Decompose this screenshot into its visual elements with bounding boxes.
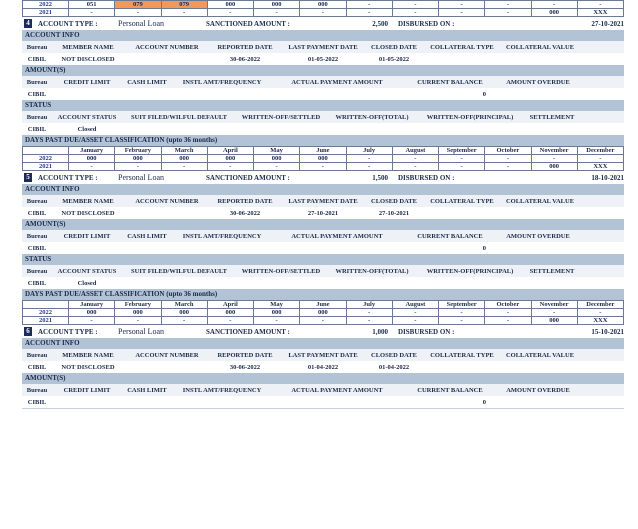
column-header: MEMBER NAME bbox=[62, 351, 114, 359]
dpd-cell: - bbox=[69, 163, 115, 171]
dpd-cell: - bbox=[161, 9, 207, 17]
column-header: COLLATERAL TYPE bbox=[430, 43, 494, 51]
status-value-row bbox=[22, 277, 624, 289]
month-header: December bbox=[577, 301, 623, 309]
column-header: MEMBER NAME bbox=[62, 197, 114, 205]
dpd-cell: - bbox=[439, 155, 485, 163]
dpd-cell: - bbox=[115, 317, 161, 325]
account-number-badge: 4 bbox=[24, 19, 32, 28]
column-header: Bureau bbox=[26, 386, 48, 394]
account-type-label: ACCOUNT TYPE : bbox=[38, 327, 98, 336]
info-value-row bbox=[22, 53, 624, 65]
bureau-value: CIBIL bbox=[27, 244, 47, 252]
bureau-value: CIBIL bbox=[27, 55, 47, 63]
dpd-cell: - bbox=[392, 317, 438, 325]
amount-value-row bbox=[22, 242, 624, 254]
dpd-cell: - bbox=[392, 163, 438, 171]
dpd-cell: - bbox=[439, 9, 485, 17]
dpd-cell: 000 bbox=[115, 309, 161, 317]
dpd-cell: - bbox=[115, 163, 161, 171]
dpd-cell: XXX bbox=[577, 317, 623, 325]
column-header: Bureau bbox=[26, 197, 48, 205]
column-header: SUIT FILED/WILFUL DEFAULT bbox=[131, 113, 227, 121]
column-header: Bureau bbox=[26, 351, 48, 359]
column-header: WRITTEN-OFF/SETTLED bbox=[241, 113, 321, 121]
last-payment-date-value: 01-05-2022 bbox=[307, 55, 339, 63]
month-header: April bbox=[207, 301, 253, 309]
dpd-cell: - bbox=[531, 1, 577, 9]
account-number-badge: 5 bbox=[24, 173, 32, 182]
column-header: ACCOUNT NUMBER bbox=[135, 43, 199, 51]
last-payment-date-value: 01-04-2022 bbox=[307, 363, 339, 371]
current-balance-value: 0 bbox=[482, 244, 486, 252]
account-header bbox=[22, 171, 624, 184]
sanctioned-amount-value: 2,500 bbox=[372, 19, 388, 28]
table-row bbox=[23, 9, 624, 17]
column-header: CURRENT BALANCE bbox=[417, 386, 483, 394]
dpd-cell: 000 bbox=[300, 1, 346, 9]
member-name-value: NOT DISCLOSED bbox=[61, 55, 115, 63]
column-header: Bureau bbox=[26, 78, 48, 86]
month-header: March bbox=[161, 301, 207, 309]
closed-date-value: 01-05-2022 bbox=[378, 55, 410, 63]
dpd-cell: 000 bbox=[531, 317, 577, 325]
bureau-value: CIBIL bbox=[27, 209, 47, 217]
account-type-label: ACCOUNT TYPE : bbox=[38, 173, 98, 182]
month-header: June bbox=[300, 301, 346, 309]
amount-header-row bbox=[22, 384, 624, 396]
disbursed-on-label: DISBURSED ON : bbox=[398, 327, 455, 336]
account-number-badge: 6 bbox=[24, 327, 32, 336]
status-header-row bbox=[22, 265, 624, 277]
dpd-cell: 000 bbox=[531, 163, 577, 171]
section-header: DAYS PAST DUE/ASSET CLASSIFICATION (upto 36 months) bbox=[22, 135, 624, 146]
column-header: COLLATERAL TYPE bbox=[430, 197, 494, 205]
dpd-cell: - bbox=[207, 9, 253, 17]
bureau-value: CIBIL bbox=[27, 363, 47, 371]
sanctioned-amount-value: 1,000 bbox=[372, 327, 388, 336]
dpd-cell: - bbox=[577, 1, 623, 9]
dpd-cell: - bbox=[531, 309, 577, 317]
column-header: ACTUAL PAYMENT AMOUNT bbox=[291, 232, 383, 240]
column-header: CASH LIMIT bbox=[127, 386, 167, 394]
dpd-cell: - bbox=[439, 317, 485, 325]
closed-date-value: 27-10-2021 bbox=[378, 209, 410, 217]
dpd-cell: - bbox=[485, 309, 531, 317]
dpd-cell: - bbox=[485, 1, 531, 9]
section-header: ACCOUNT INFO bbox=[22, 338, 624, 349]
column-header: REPORTED DATE bbox=[217, 197, 273, 205]
column-header: LAST PAYMENT DATE bbox=[288, 351, 358, 359]
column-header: REPORTED DATE bbox=[217, 351, 273, 359]
dpd-table-top bbox=[22, 0, 624, 17]
dpd-cell: 051 bbox=[69, 1, 115, 9]
divider bbox=[22, 408, 624, 409]
bureau-value: CIBIL bbox=[27, 125, 47, 133]
month-header: August bbox=[392, 301, 438, 309]
column-header: COLLATERAL VALUE bbox=[505, 43, 575, 51]
dpd-cell: - bbox=[346, 9, 392, 17]
column-header: Bureau bbox=[26, 232, 48, 240]
dpd-cell: - bbox=[207, 317, 253, 325]
amount-value-row bbox=[22, 396, 624, 408]
account-header bbox=[22, 325, 624, 338]
dpd-cell: XXX bbox=[577, 163, 623, 171]
dpd-cell: - bbox=[577, 309, 623, 317]
dpd-cell: - bbox=[439, 309, 485, 317]
dpd-cell: - bbox=[161, 317, 207, 325]
section-header: AMOUNT(S) bbox=[22, 373, 624, 384]
column-header: COLLATERAL VALUE bbox=[505, 351, 575, 359]
amount-value-row bbox=[22, 88, 624, 100]
member-name-value: NOT DISCLOSED bbox=[61, 209, 115, 217]
column-header: CURRENT BALANCE bbox=[417, 232, 483, 240]
column-header: LAST PAYMENT DATE bbox=[288, 43, 358, 51]
month-header: June bbox=[300, 147, 346, 155]
dpd-cell: - bbox=[577, 155, 623, 163]
column-header: WRITTEN-OFF(TOTAL) bbox=[335, 267, 409, 275]
column-header: REPORTED DATE bbox=[217, 43, 273, 51]
reported-date-value: 30-06-2022 bbox=[229, 55, 261, 63]
dpd-cell: - bbox=[485, 163, 531, 171]
column-header: INSTL AMT/FREQUENCY bbox=[182, 386, 262, 394]
section-header: STATUS bbox=[22, 254, 624, 265]
column-header: ACCOUNT STATUS bbox=[57, 267, 117, 275]
dpd-table bbox=[22, 300, 624, 325]
dpd-cell: - bbox=[485, 317, 531, 325]
current-balance-value: 0 bbox=[482, 90, 486, 98]
sanctioned-amount-label: SANCTIONED AMOUNT : bbox=[206, 173, 290, 182]
month-header: February bbox=[115, 301, 161, 309]
dpd-year: 2022 bbox=[23, 155, 69, 163]
dpd-cell: - bbox=[161, 163, 207, 171]
table-row bbox=[23, 155, 624, 163]
column-header: CLOSED DATE bbox=[371, 43, 417, 51]
column-header: CASH LIMIT bbox=[127, 232, 167, 240]
dpd-cell: - bbox=[346, 317, 392, 325]
month-header: October bbox=[485, 301, 531, 309]
dpd-cell: - bbox=[392, 9, 438, 17]
dpd-year: 2022 bbox=[23, 1, 69, 9]
month-header: August bbox=[392, 147, 438, 155]
column-header: WRITTEN-OFF(PRINCIPAL) bbox=[426, 267, 514, 275]
account-type-value: Personal Loan bbox=[118, 19, 164, 28]
disbursed-on-label: DISBURSED ON : bbox=[398, 19, 455, 28]
column-header: WRITTEN-OFF(PRINCIPAL) bbox=[426, 113, 514, 121]
month-header: November bbox=[531, 301, 577, 309]
column-header: SETTLEMENT bbox=[529, 113, 575, 121]
dpd-year: 2021 bbox=[23, 163, 69, 171]
column-header: CLOSED DATE bbox=[371, 197, 417, 205]
month-header: May bbox=[254, 147, 300, 155]
status-header-row bbox=[22, 111, 624, 123]
month-header: December bbox=[577, 147, 623, 155]
status-value-row bbox=[22, 123, 624, 135]
column-header: Bureau bbox=[26, 113, 48, 121]
dpd-cell: XXX bbox=[577, 9, 623, 17]
section-header: ACCOUNT INFO bbox=[22, 30, 624, 41]
column-header: SETTLEMENT bbox=[529, 267, 575, 275]
month-header: March bbox=[161, 147, 207, 155]
dpd-cell: - bbox=[392, 1, 438, 9]
column-header: WRITTEN-OFF/SETTLED bbox=[241, 267, 321, 275]
dpd-cell: - bbox=[254, 9, 300, 17]
column-header: COLLATERAL TYPE bbox=[430, 351, 494, 359]
closed-date-value: 01-04-2022 bbox=[378, 363, 410, 371]
dpd-cell: - bbox=[300, 163, 346, 171]
bureau-value: CIBIL bbox=[27, 279, 47, 287]
dpd-cell: - bbox=[392, 309, 438, 317]
column-header: CURRENT BALANCE bbox=[417, 78, 483, 86]
info-header-row bbox=[22, 349, 624, 361]
dpd-cell: 000 bbox=[254, 1, 300, 9]
table-row bbox=[23, 1, 624, 9]
dpd-cell: - bbox=[392, 155, 438, 163]
disbursed-on-value: 15-10-2021 bbox=[591, 327, 624, 336]
account-header bbox=[22, 17, 624, 30]
dpd-cell: 000 bbox=[254, 309, 300, 317]
column-header: MEMBER NAME bbox=[62, 43, 114, 51]
column-header: CREDIT LIMIT bbox=[63, 386, 111, 394]
dpd-year: 2021 bbox=[23, 9, 69, 17]
reported-date-value: 30-06-2022 bbox=[229, 209, 261, 217]
dpd-cell: 000 bbox=[69, 309, 115, 317]
dpd-year: 2022 bbox=[23, 309, 69, 317]
month-header: July bbox=[346, 301, 392, 309]
column-header: ACTUAL PAYMENT AMOUNT bbox=[291, 386, 383, 394]
month-header: January bbox=[69, 301, 115, 309]
section-header: DAYS PAST DUE/ASSET CLASSIFICATION (upto 36 months) bbox=[22, 289, 624, 300]
month-header: January bbox=[69, 147, 115, 155]
dpd-cell: 000 bbox=[207, 309, 253, 317]
account-status-value: Closed bbox=[77, 279, 97, 287]
dpd-cell: - bbox=[439, 163, 485, 171]
dpd-cell: 000 bbox=[207, 155, 253, 163]
info-value-row bbox=[22, 207, 624, 219]
dpd-table bbox=[22, 146, 624, 171]
dpd-cell: 079 bbox=[115, 1, 161, 9]
month-header: September bbox=[439, 301, 485, 309]
column-header: AMOUNT OVERDUE bbox=[506, 386, 570, 394]
column-header: ACCOUNT NUMBER bbox=[135, 351, 199, 359]
dpd-cell: 000 bbox=[254, 155, 300, 163]
dpd-cell: 079 bbox=[161, 1, 207, 9]
sanctioned-amount-label: SANCTIONED AMOUNT : bbox=[206, 327, 290, 336]
reported-date-value: 30-06-2022 bbox=[229, 363, 261, 371]
table-header-row bbox=[23, 147, 624, 155]
sanctioned-amount-value: 1,500 bbox=[372, 173, 388, 182]
disbursed-on-value: 18-10-2021 bbox=[591, 173, 624, 182]
dpd-cell: - bbox=[207, 163, 253, 171]
table-row bbox=[23, 309, 624, 317]
month-header: February bbox=[115, 147, 161, 155]
dpd-cell: - bbox=[531, 155, 577, 163]
column-header: INSTL AMT/FREQUENCY bbox=[182, 78, 262, 86]
column-header: Bureau bbox=[26, 43, 48, 51]
dpd-cell: - bbox=[485, 9, 531, 17]
bureau-value: CIBIL bbox=[27, 398, 47, 406]
column-header: INSTL AMT/FREQUENCY bbox=[182, 232, 262, 240]
amount-header-row bbox=[22, 76, 624, 88]
column-header: WRITTEN-OFF(TOTAL) bbox=[335, 113, 409, 121]
month-header: October bbox=[485, 147, 531, 155]
column-header: ACCOUNT STATUS bbox=[57, 113, 117, 121]
dpd-cell: 000 bbox=[161, 155, 207, 163]
account-type-label: ACCOUNT TYPE : bbox=[38, 19, 98, 28]
table-header-row bbox=[23, 301, 624, 309]
dpd-cell: 000 bbox=[531, 9, 577, 17]
amount-header-row bbox=[22, 230, 624, 242]
dpd-cell: - bbox=[485, 155, 531, 163]
dpd-cell: - bbox=[115, 9, 161, 17]
member-name-value: NOT DISCLOSED bbox=[61, 363, 115, 371]
dpd-cell: - bbox=[69, 317, 115, 325]
disbursed-on-value: 27-10-2021 bbox=[591, 19, 624, 28]
bureau-value: CIBIL bbox=[27, 90, 47, 98]
section-header: AMOUNT(S) bbox=[22, 219, 624, 230]
dpd-cell: 000 bbox=[300, 309, 346, 317]
dpd-year: 2021 bbox=[23, 317, 69, 325]
column-header: ACTUAL PAYMENT AMOUNT bbox=[291, 78, 383, 86]
last-payment-date-value: 27-10-2021 bbox=[307, 209, 339, 217]
month-header: September bbox=[439, 147, 485, 155]
month-header: November bbox=[531, 147, 577, 155]
column-header: AMOUNT OVERDUE bbox=[506, 232, 570, 240]
dpd-cell: - bbox=[69, 9, 115, 17]
column-header: CLOSED DATE bbox=[371, 351, 417, 359]
section-header: STATUS bbox=[22, 100, 624, 111]
dpd-cell: 000 bbox=[300, 155, 346, 163]
sanctioned-amount-label: SANCTIONED AMOUNT : bbox=[206, 19, 290, 28]
dpd-cell: - bbox=[300, 9, 346, 17]
dpd-cell: - bbox=[346, 163, 392, 171]
account-type-value: Personal Loan bbox=[118, 327, 164, 336]
section-header: ACCOUNT INFO bbox=[22, 184, 624, 195]
column-header: CASH LIMIT bbox=[127, 78, 167, 86]
column-header: ACCOUNT NUMBER bbox=[135, 197, 199, 205]
dpd-cell: - bbox=[439, 1, 485, 9]
section-header: AMOUNT(S) bbox=[22, 65, 624, 76]
table-row bbox=[23, 317, 624, 325]
month-header: April bbox=[207, 147, 253, 155]
dpd-cell: 000 bbox=[161, 309, 207, 317]
dpd-cell: 000 bbox=[69, 155, 115, 163]
info-header-row bbox=[22, 195, 624, 207]
column-header: AMOUNT OVERDUE bbox=[506, 78, 570, 86]
column-header: SUIT FILED/WILFUL DEFAULT bbox=[131, 267, 227, 275]
table-row bbox=[23, 163, 624, 171]
dpd-cell: - bbox=[346, 309, 392, 317]
month-header: July bbox=[346, 147, 392, 155]
account-status-value: Closed bbox=[77, 125, 97, 133]
current-balance-value: 0 bbox=[482, 398, 486, 406]
dpd-cell: - bbox=[346, 155, 392, 163]
dpd-cell: 000 bbox=[207, 1, 253, 9]
column-header: LAST PAYMENT DATE bbox=[288, 197, 358, 205]
dpd-cell: - bbox=[346, 1, 392, 9]
column-header: Bureau bbox=[26, 267, 48, 275]
dpd-cell: - bbox=[254, 317, 300, 325]
column-header: COLLATERAL VALUE bbox=[505, 197, 575, 205]
column-header: CREDIT LIMIT bbox=[63, 232, 111, 240]
info-header-row bbox=[22, 41, 624, 53]
account-type-value: Personal Loan bbox=[118, 173, 164, 182]
info-value-row bbox=[22, 361, 624, 373]
column-header: CREDIT LIMIT bbox=[63, 78, 111, 86]
month-header: May bbox=[254, 301, 300, 309]
dpd-cell: 000 bbox=[115, 155, 161, 163]
dpd-cell: - bbox=[300, 317, 346, 325]
disbursed-on-label: DISBURSED ON : bbox=[398, 173, 455, 182]
dpd-cell: - bbox=[254, 163, 300, 171]
